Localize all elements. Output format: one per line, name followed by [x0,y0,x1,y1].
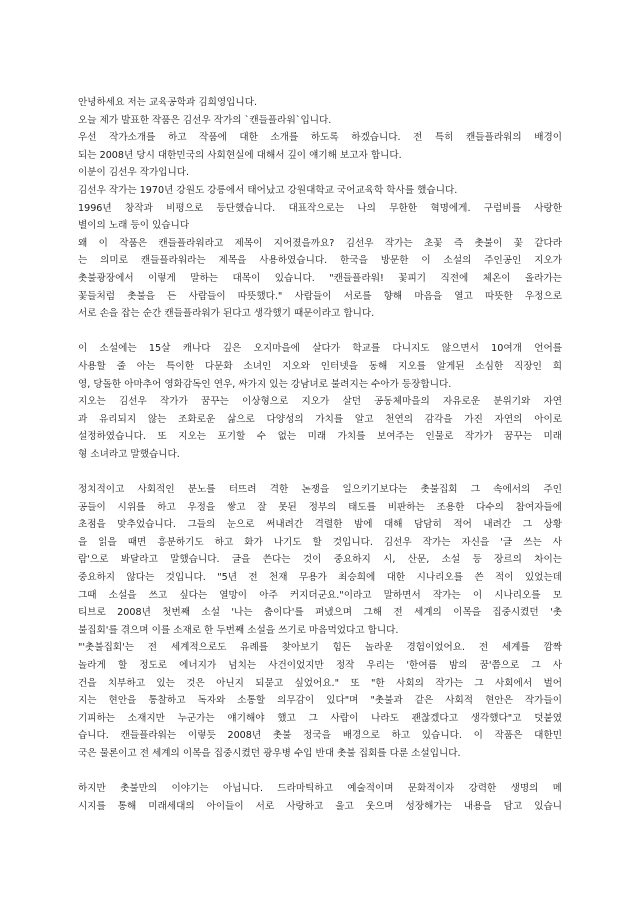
text-line: 김선우 작가는 1970년 강원도 강릉에서 태어났고 강원대학교 국어교육학 학사를 했습니다. [78,184,458,196]
text-line: 시지를 통해 미래세대의 아이들이 서로 사랑하고 울고 웃으며 성장해가는 내용을 담고 있습니 [78,800,562,812]
document-page [78,94,562,815]
paragraph-gap [78,323,562,341]
text-line: 영, 당돌한 아마추어 영화감독인 연우, 싸가지 있는 강남녀로 불려지는 수아가 등장합니다. [78,378,452,390]
text-line: 과 유리되지 않는 조화로운 삶으로 다양성의 가치를 알고 천연의 감각을 가진 자연의 아이로 [78,413,562,425]
text-line: 기피하는 소재지만 누군가는 얘기해야 했고 그 사람이 나라도 괜찮겠다고 생각했다"고 덧붙였 [78,712,562,724]
paragraph-gap [78,463,562,481]
text-line: 습니다. 캔들플라워는 이렇듯 2008년 촛불 정국을 배경으로 하고 있습니다. 이 작품은 대한민 [78,730,562,742]
text-line: 사용할 줄 아는 특이한 다문화 소녀인 지오와 인터넷을 동해 지오를 알게된 소심한 직장인 희 [78,360,562,372]
text-line: 형 소녀라고 말했습니다. [78,448,180,460]
text-line: 꽃들처럼 촛불을 든 사람들이 따뜻했다." 사람들이 서로를 향해 마음을 열고 따뜻한 우정으로 [78,290,562,302]
text-line: 별이의 노래 등이 있습니다 [78,220,190,232]
paragraph-gap [78,763,562,781]
text-line: 안녕하세요 저는 교육공학과 김희영입니다. [78,97,258,108]
text-line: "'촛불집회'는 전 세계적으로도 유례를 찾아보기 힘든 놀라운 경험이었어요. 전 세계를 깜짝 [78,642,562,654]
text-line: 정치적이고 사회적인 분노를 터뜨려 격한 논쟁을 일으키기보다는 촛불집회 그 속에서의 주인 [78,484,562,496]
text-line: 을 읽을 때면 흥분하기도 하고 화가 나기도 할 것입니다. 김선우 작가는 자신을 '글 쓰는 사 [78,536,562,548]
text-line: 티브로 2008년 첫번째 소설 '나는 춤이다'를 펴냈으며 그해 전 세계의 이목을 집중시켰던 '촛 [78,607,562,619]
paragraph [78,340,562,463]
text-line: 는 의미로 캔들플라워라는 제목을 사용하였습니다. 한국을 방문한 이 소설의 주인공인 지오가 [78,255,562,267]
text-line: 서로 손을 잡는 순간 캔들플라워가 된다고 생각했기 때문이라고 합니다. [78,308,375,320]
text-line: 놀라게 할 정도로 에너지가 넘치는 사건이었지만 정작 우리는 '한여름 밤의 꿈'쯤으로 그 사 [78,660,562,671]
text-line: 하지만 촛불만의 이야기는 아닙니다. 드라마틱하고 예술적이며 문화적이자 강력한 생명의 메 [78,783,562,795]
text-line: 1996년 창작과 비평으로 등단했습니다. 대표작으로는 나의 무한한 혁명에게. 구럼비를 사랑한 [78,202,562,214]
text-line: 오늘 제가 발표한 작품은 김선우 작가의 `캔들플라워`입니다. [78,114,332,126]
text-line: 초점을 맞추었습니다. 그들의 눈으로 써내려간 격렬한 밤에 대해 담담히 적어 내려간 그 상황 [78,519,562,531]
text-line: 불집회'를 겪으며 이를 소재로 한 두번째 소설을 쓰기로 마음먹었다고 합니다. [78,624,399,636]
text-line: 되는 2008년 당시 대한민국의 사회현실에 대해서 깊이 얘기해 보고자 합니다. [78,149,402,161]
paragraph [78,94,562,323]
text-line: 촛불광장에서 이렇게 말하는 대목이 있습니다. "캔들플라워! 꽃피기 직전에 체온이 올라가는 [78,272,562,284]
text-line: 람'으로 봐달라고 말했습니다. 글을 쓴다는 것이 중요하지 시, 산문, 소설 등 장르의 차이는 [78,554,562,566]
text-line: 그때 소설을 쓰고 싶다는 열망이 아주 커지더군요."이라고 말하면서 작가는 이 시나리오를 모 [78,589,562,601]
text-line: 이분이 김선우 작가입니다. [78,167,190,179]
text-line: 이 소설에는 15살 캐나다 깊은 오지마을에 살다가 학교를 다니지도 않으면서 10여개 언어를 [78,343,562,355]
text-line: 왜 이 작품은 캔들플라워라고 제목이 지어졌을까요? 김선우 작가는 초꽃 즉 촛불이 꽃 같다라 [78,237,562,249]
text-line: 중요하지 않다는 것입니다. "5년 전 천재 무용가 최승희에 대한 시나리오를 쓴 적이 있었는데 [78,572,562,584]
text-line: 우선 작가소개를 하고 작품에 대한 소개를 하도록 하겠습니다. 전 특히 캔들플라워의 배경이 [78,132,562,144]
text-line: 지오는 김선우 작가가 꿈꾸는 이상형으로 지오가 살던 공동체마을의 자유로운 분위기와 자연 [78,396,562,408]
text-line: 국은 물론이고 전 세계의 이목을 집중시켰던 광우병 수입 반대 촛불 집회를 다룬 소설입니다. [78,747,461,759]
text-line: 건을 치부하고 있는 것은 아닌지 되묻고 싶었어요." 또 "한 사회의 작가는 그 사회에서 벌어 [78,677,562,689]
text-line: 설정하였습니다. 또 지오는 포기할 수 없는 미래 가치를 보여주는 인물로 작가가 꿈꾸는 미래 [78,431,562,443]
paragraph [78,481,562,763]
text-line: 공들이 시위를 하고 우정을 쌓고 잘 못된 정부의 태도를 비판하는 조용한 다수의 참여자들에 [78,501,562,513]
paragraph [78,780,562,815]
text-line: 지는 현안을 통찰하고 독자와 소통할 의무감이 있다"며 "촛불과 같은 사회적 현안은 작가들이 [78,695,562,707]
